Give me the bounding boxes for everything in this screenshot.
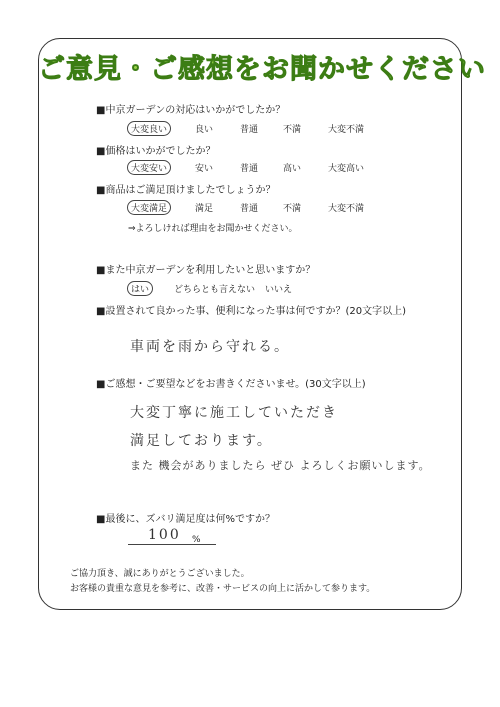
comments-line-2[interactable]: 満足しております。 <box>130 433 273 449</box>
option-reuse-no[interactable]: いいえ <box>265 285 293 295</box>
option-product-normal[interactable]: 普通 <box>240 204 259 214</box>
question-product: ■商品はご満足頂けましたでしょうか？ <box>96 185 276 196</box>
option-reuse-undecided[interactable]: どちらとも言えない <box>174 285 256 295</box>
option-product-very-satisfied[interactable]: 大変満足 <box>127 200 171 215</box>
option-price-very-cheap[interactable]: 大変安い <box>127 160 171 175</box>
question-service: ■中京ガーデンの対応はいかがでしたか？ <box>96 105 286 116</box>
page-title: ご意見・ご感想をお聞かせください <box>38 54 486 85</box>
question-price: ■価格はいかがでしたか？ <box>96 146 216 157</box>
satisfaction-value[interactable]: 100 <box>148 527 181 543</box>
option-service-very-dissatisfied[interactable]: 大変不満 <box>328 125 365 135</box>
reason-prompt: ⇒よろしければ理由をお聞かせください。 <box>128 224 298 234</box>
option-price-expensive[interactable]: 高い <box>283 164 302 174</box>
footer-message: お客様の貴重な意見を参考に、改善・サービスの向上に活かして参ります。 <box>70 584 376 594</box>
option-reuse-yes[interactable]: はい <box>127 281 153 296</box>
question-reuse: ■また中京ガーデンを利用したいと思いますか？ <box>96 265 316 276</box>
satisfaction-underline <box>128 544 216 545</box>
option-price-cheap[interactable]: 安い <box>195 164 214 174</box>
footer-thanks: ご協力頂き、誠にありがとうございました。 <box>70 569 250 579</box>
option-product-satisfied[interactable]: 満足 <box>195 204 214 214</box>
benefits-answer[interactable]: 車両を雨から守れる。 <box>130 339 290 355</box>
question-comments: ■ご感想・ご要望などをお書きくださいませ。(30文字以上) <box>96 379 366 390</box>
comments-line-3[interactable]: また 機会がありましたら ぜひ よろしくお願いします。 <box>130 459 431 472</box>
option-service-very-good[interactable]: 大変良い <box>127 121 171 136</box>
option-service-normal[interactable]: 普通 <box>240 125 259 135</box>
comments-line-1[interactable]: 大変丁寧に施工していただき <box>130 405 338 421</box>
option-service-dissatisfied[interactable]: 不満 <box>283 125 302 135</box>
option-price-normal[interactable]: 普通 <box>240 164 259 174</box>
option-price-very-expensive[interactable]: 大変高い <box>328 164 365 174</box>
percent-unit: % <box>192 535 201 545</box>
option-product-very-dissatisfied[interactable]: 大変不満 <box>328 204 365 214</box>
option-service-good[interactable]: 良い <box>195 125 214 135</box>
option-product-dissatisfied[interactable]: 不満 <box>283 204 302 214</box>
question-benefits: ■設置されて良かった事、便利になった事は何ですか？(20文字以上) <box>96 306 406 317</box>
question-satisfaction: ■最後に、ズバリ満足度は何%ですか？ <box>96 514 275 525</box>
